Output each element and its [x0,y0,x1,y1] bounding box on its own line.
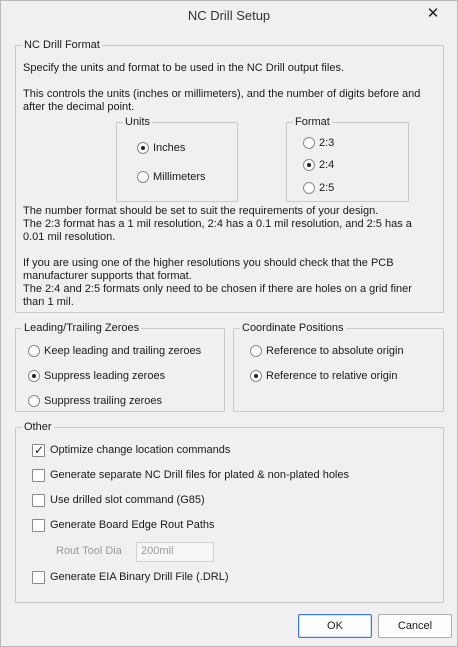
suppress-leading-label: Suppress leading zeroes [44,370,166,382]
suppress-trailing-zeroes-radio[interactable] [28,394,162,408]
units-inches-radio[interactable] [137,141,185,155]
radio-selected-icon [303,159,315,171]
note-text-1: The number format should be set to suit the requirements of your design. [23,205,379,217]
group-title-coordinates: Coordinate Positions [242,322,344,334]
units-millimeters-label: Millimeters [153,171,206,183]
radio-unselected-icon [250,345,262,357]
check-icon: ✓ [34,442,45,457]
intro-text-1: Specify the units and format to be used in the NC Drill output files. [23,62,344,74]
suppress-trailing-label: Suppress trailing zeroes [44,395,163,407]
note-text-2: The 2:3 format has a 1 mil resolution, 2:4 has a 0.1 mil resolution, and 2:5 has a [23,218,412,230]
checkbox-unchecked [32,519,45,532]
format-2-3-radio[interactable] [303,136,334,150]
group-title-nc-drill-format: NC Drill Format [24,39,100,51]
rout-tool-dia-label: Rout Tool Dia [56,545,122,557]
note-text-5: manufacturer supports that format. [23,270,192,282]
dialog-title: NC Drill Setup [187,8,271,23]
eia-binary-label: Generate EIA Binary Drill File (.DRL) [50,571,229,583]
other-group [15,421,444,603]
checkbox-unchecked [32,469,45,482]
absolute-origin-label: Reference to absolute origin [266,345,404,357]
format-2-5-radio[interactable] [303,181,334,195]
absolute-origin-radio[interactable] [250,344,404,358]
note-text-4: If you are using one of the higher resolutions you should check that the PCB [23,257,394,269]
group-title-zeroes: Leading/Trailing Zeroes [24,322,140,334]
intro-text-2a: This controls the units (inches or millimeters), and the number of digits before and [23,88,421,100]
note-text-6: The 2:4 and 2:5 formats only need to be chosen if there are holes on a grid finer [23,283,412,295]
note-text-3: 0.01 mil resolution. [23,231,116,243]
relative-origin-radio[interactable] [250,369,397,383]
radio-unselected-icon [137,171,149,183]
format-group [286,116,409,202]
checkbox-checked [32,444,45,457]
optimize-location-checkbox[interactable] [32,443,230,457]
relative-origin-label: Reference to relative origin [266,370,398,382]
units-millimeters-radio[interactable] [137,170,206,184]
group-title-format: Format [295,116,330,128]
group-title-other: Other [24,421,52,433]
optimize-location-label: Optimize change location commands [50,444,231,456]
radio-selected-icon [250,370,262,382]
suppress-leading-zeroes-radio[interactable] [28,369,165,383]
group-title-units: Units [125,116,151,128]
units-group [116,116,238,202]
separate-files-label: Generate separate NC Drill files for plated & non-plated holes [50,469,349,481]
note-text-7: than 1 mil. [23,296,74,308]
radio-unselected-icon [28,345,40,357]
keep-zeroes-radio[interactable] [28,344,201,358]
units-inches-label: Inches [153,142,186,154]
close-icon[interactable]: ✕ [426,5,440,22]
radio-selected-icon [137,142,149,154]
drilled-slot-label: Use drilled slot command (G85) [50,494,205,506]
rout-tool-dia-field[interactable]: 200mil [136,542,214,562]
leading-trailing-zeroes-group [15,322,225,412]
intro-text-2b: after the decimal point. [23,101,135,113]
radio-unselected-icon [303,182,315,194]
keep-zeroes-label: Keep leading and trailing zeroes [44,345,202,357]
eia-binary-checkbox[interactable] [32,570,229,584]
board-edge-rout-checkbox[interactable] [32,518,215,532]
radio-unselected-icon [303,137,315,149]
checkbox-unchecked [32,571,45,584]
separate-files-checkbox[interactable] [32,468,349,482]
drilled-slot-checkbox[interactable] [32,493,205,507]
checkbox-unchecked [32,494,45,507]
title-bar [1,1,457,31]
board-edge-rout-label: Generate Board Edge Rout Paths [50,519,215,531]
radio-unselected-icon [28,395,40,407]
coordinate-positions-group [233,322,444,412]
format-2-5-label: 2:5 [319,182,335,194]
ok-button[interactable]: OK [298,614,372,638]
format-2-3-label: 2:3 [319,137,335,149]
nc-drill-format-group [15,39,444,313]
radio-selected-icon [28,370,40,382]
format-2-4-radio[interactable] [303,158,334,172]
format-2-4-label: 2:4 [319,159,335,171]
cancel-button[interactable]: Cancel [378,614,452,638]
